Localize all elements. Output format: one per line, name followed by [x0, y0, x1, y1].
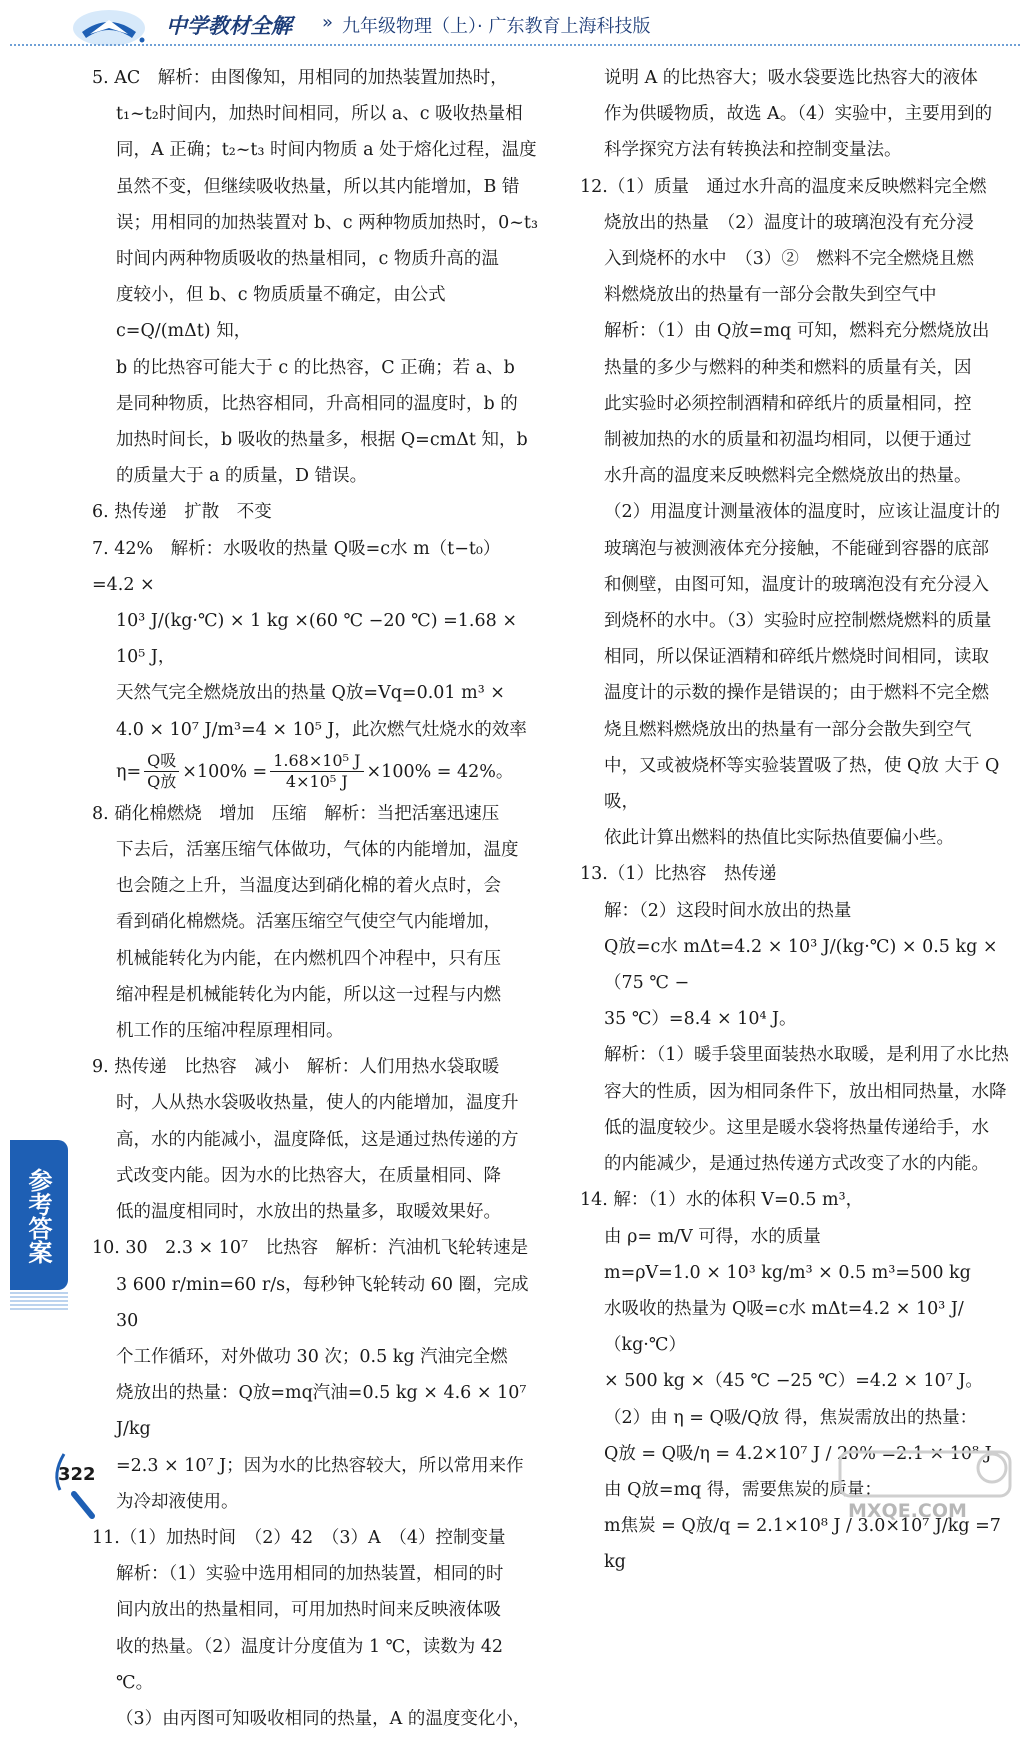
numerator: Q吸: [144, 751, 179, 772]
text-line: 由 ρ= m/V 可得，水的质量: [604, 1226, 821, 1247]
answer-13: [580, 856, 1022, 1182]
text-line: 5. AC 解析：由图像知，用相同的加热装置加热时，: [92, 68, 508, 88]
text-line: 7. 42% 解析：水吸收的热量 Q吸=c水 m（t−t₀）=4.2 ×: [92, 538, 501, 595]
efficiency-formula: [92, 748, 538, 796]
text-line: 解析：（1）由 Q放=mq 可知，燃料充分燃烧放出: [604, 321, 990, 342]
formula-rhs: ×100% = 42%。: [366, 761, 514, 782]
text-line: 10. 30 2.3 × 10⁷ 比热容 解析：汽油机飞轮转速是: [92, 1238, 529, 1259]
right-column: [580, 60, 1022, 1581]
header-title: 中学教材全解: [166, 14, 292, 38]
text-line: 同，A 正确；t₂~t₃ 时间内物质 a 处于熔化过程，温度: [116, 140, 537, 161]
text-line: b 的比热容可能大于 c 的比热容，C 正确；若 a、b: [116, 357, 515, 378]
page-header: [0, 0, 1034, 52]
text-line: 的质量大于 a 的质量，D 错误。: [116, 466, 368, 487]
denominator: Q放: [147, 772, 177, 792]
text-line: 35 ℃）=8.4 × 10⁴ J。: [604, 1009, 797, 1030]
text-line: 间内放出的热量相同，可用加热时间来反映液体吸: [116, 1600, 501, 1621]
text-line: 12.（1）质量 通过水升高的温度来反映燃料完全燃: [580, 176, 987, 197]
answer-9: [92, 1049, 538, 1230]
answer-11: [92, 1520, 538, 1737]
answer-8: [92, 796, 538, 1049]
text-line: 3 600 r/min=60 r/s，每秒钟飞轮转动 60 圈，完成 30: [116, 1274, 529, 1331]
text-line: 收的热量。（2）温度计分度值为 1 ℃，读数为 42 ℃。: [116, 1636, 504, 1693]
text-line: 度较小，但 b、c 物质质量不确定，由公式 c=Q/(mΔt) 知，: [116, 285, 446, 342]
text-line: 科学探究方法有转换法和控制变量法。: [604, 140, 902, 161]
side-tab-stripes: [10, 1290, 68, 1310]
text-line: 解析：（1）暖手袋里面装热水取暖，是利用了水比热: [604, 1045, 1009, 1066]
text-line: 作为供暖物质，故选 A。（4）实验中，主要用到的: [604, 104, 993, 125]
text-line: 缩冲程是机械能转化为内能，所以这一过程与内燃: [116, 984, 501, 1005]
answer-10: [92, 1230, 538, 1520]
text-line: 式改变内能。因为水的比热容大，在质量相同、降: [116, 1165, 501, 1186]
left-column: [92, 60, 538, 1737]
fraction: [144, 751, 179, 792]
text-line: 和侧壁，由图可知，温度计的玻璃泡没有充分浸入: [604, 574, 989, 595]
text-line: （2）用温度计测量液体的温度时，应该让温度计的: [604, 502, 1001, 523]
text-line: 高，水的内能减小，温度降低，这是通过热传递的方: [116, 1129, 519, 1150]
text-line: 13.（1）比热容 热传递: [580, 864, 777, 885]
text-line: Q放=c水 mΔt=4.2 × 10³ J/(kg·℃) × 0.5 kg ×（75 ℃ −: [604, 936, 998, 994]
text-line: t₁~t₂时间内，加热时间相同，所以 a、c 吸收热量相: [116, 104, 523, 125]
book-logo-icon: [70, 4, 148, 48]
text-line: 个工作循环，对外做功 30 次；0.5 kg 汽油完全燃: [116, 1346, 508, 1367]
text-line: 6. 热传递 扩散 不变: [92, 502, 272, 523]
answer-11-continued: [580, 60, 1022, 169]
text-line: 10³ J/(kg·℃) × 1 kg ×(60 ℃ −20 ℃) =1.68 × 10⁵ J，: [116, 611, 517, 668]
text-line: 误；用相同的加热装置对 b、c 两种物质加热时，0~t₃: [116, 212, 538, 233]
text-line: 中，又或被烧杯等实验装置吸了热，使 Q放 大于 Q吸，: [604, 755, 1000, 813]
text-line: 解析：（1）实验中选用相同的加热装置，相同的时: [116, 1564, 504, 1585]
text-line: 容大的性质，因为相同条件下，放出相同热量，水降: [604, 1081, 1007, 1102]
answer-6: [92, 494, 538, 530]
page-number-arc-icon: [50, 1450, 110, 1520]
text-line: 14. 解：（1）水的体积 V=0.5 m³，: [580, 1190, 864, 1211]
text-line: 烧且燃料燃烧放出的热量有一部分会散失到空气: [604, 719, 972, 740]
page-number: 322: [58, 1464, 96, 1485]
text-line: 加热时间长，b 吸收的热量多，根据 Q=cmΔt 知，b: [116, 430, 528, 451]
side-tab-label: 参考答案: [24, 1168, 52, 1264]
text-line: 到烧杯的水中。（3）实验时应控制燃烧燃料的质量: [604, 611, 992, 632]
text-line: 相同，所以保证酒精和碎纸片燃烧时间相同，读取: [604, 647, 989, 668]
text-line: （3）由丙图可知吸收相同的热量，A 的温度变化小，: [116, 1708, 531, 1729]
text-line: 制被加热的水的质量和初温均相同，以便于通过: [604, 430, 972, 451]
text-line: 8. 硝化棉燃烧 增加 压缩 解析：当把活塞迅速压: [92, 803, 500, 824]
text-line: 说明 A 的比热容大；吸水袋要选比热容大的液体: [604, 68, 978, 88]
denominator: 4×10⁵ J: [285, 772, 348, 792]
text-line: 热量的多少与燃料的种类和燃料的质量有关，因: [604, 357, 972, 378]
text-line: 入到烧杯的水中 （3）② 燃料不完全燃烧且燃: [604, 249, 974, 270]
formula-mid: ×100% =: [182, 761, 268, 782]
text-line: 时间内两种物质吸收的热量相同，c 物质升高的温: [116, 249, 499, 270]
answer-5: [92, 60, 538, 494]
watermark-url: MXQE.COM: [848, 1500, 967, 1522]
text-line: 机械能转化为内能，在内燃机四个冲程中，只有压: [116, 948, 501, 969]
text-line: 机工作的压缩冲程原理相同。: [116, 1021, 344, 1042]
header-divider: [10, 44, 1020, 50]
text-line: 依此计算出燃料的热值比实际热值要偏小些。: [604, 828, 954, 849]
text-line: 低的温度相同时，水放出的热量多，取暖效果好。: [116, 1202, 501, 1223]
text-line: 的内能减少，是通过热传递方式改变了水的内能。: [604, 1154, 989, 1175]
text-line: 温度计的示数的操作是错误的；由于燃料不完全燃: [604, 683, 989, 704]
text-line: （2）由 η = Q吸/Q放 得，焦炭需放出的热量：: [604, 1407, 978, 1428]
text-line: Q放 = Q吸/η = 4.2×10⁷ J / 20% =2.1 × 10⁸ J: [604, 1443, 992, 1464]
text-line: 料燃烧放出的热量有一部分会散失到空气中: [604, 285, 937, 306]
text-line: × 500 kg ×（45 ℃ −25 ℃）=4.2 × 10⁷ J。: [604, 1371, 983, 1392]
answer-7: [92, 531, 538, 796]
fraction: [270, 751, 363, 792]
text-line: 水吸收的热量为 Q吸=c水 mΔt=4.2 × 10³ J/（kg·℃）: [604, 1298, 964, 1356]
text-line: 由 Q放=mq 得，需要焦炭的质量：: [604, 1479, 882, 1500]
text-line: m=ρV=1.0 × 10³ kg/m³ × 0.5 m³=500 kg: [604, 1262, 971, 1283]
text-line: 下去后，活塞压缩气体做功，气体的内能增加，温度: [116, 840, 519, 861]
text-line: m焦炭 = Q放/q = 2.1×10⁸ J / 3.0×10⁷ J/kg =7 kg: [604, 1516, 1001, 1573]
text-line: 烧放出的热量：Q放=mq汽油=0.5 kg × 4.6 × 10⁷ J/kg: [116, 1383, 527, 1440]
text-line: 解：（2）这段时间水放出的热量: [604, 900, 852, 921]
text-line: 天然气完全燃烧放出的热量 Q放=Vq=0.01 m³ ×: [116, 683, 505, 704]
text-line: 11.（1）加热时间 （2）42 （3）A （4）控制变量: [92, 1527, 506, 1548]
text-line: 9. 热传递 比热容 减小 解析：人们用热水袋取暖: [92, 1057, 500, 1078]
numerator: 1.68×10⁵ J: [270, 751, 363, 772]
formula-lhs: η=: [116, 761, 142, 782]
header-subtitle: 九年级物理（上）· 广东教育上海科技版: [342, 16, 651, 37]
text-line: 时，人从热水袋吸收热量，使人的内能增加，温度升: [116, 1093, 519, 1114]
text-line: 是同种物质，比热容相同，升高相同的温度时，b 的: [116, 393, 518, 414]
text-line: 4.0 × 10⁷ J/m³=4 × 10⁵ J，此次燃气灶烧水的效率: [116, 719, 527, 740]
text-line: 虽然不变，但继续吸收热量，所以其内能增加，B 错: [116, 176, 520, 197]
text-line: =2.3 × 10⁷ J；因为水的比热容较大，所以常用来作: [116, 1455, 524, 1476]
header-separator: »: [322, 12, 334, 33]
text-line: 此实验时必须控制酒精和碎纸片的质量相同，控: [604, 393, 972, 414]
text-line: 玻璃泡与被测液体充分接触，不能碰到容器的底部: [604, 538, 989, 559]
text-line: 水升高的温度来反映燃料完全燃烧放出的热量。: [604, 466, 972, 487]
answer-12: [580, 169, 1022, 857]
text-line: 看到硝化棉燃烧。活塞压缩空气使空气内能增加，: [116, 912, 501, 933]
text-line: 烧放出的热量 （2）温度计的玻璃泡没有充分浸: [604, 212, 974, 233]
text-line: 也会随之上升，当温度达到硝化棉的着火点时，会: [116, 876, 501, 897]
text-line: 为冷却液使用。: [116, 1491, 239, 1512]
text-line: 低的温度较少。这里是暖水袋将热量传递给手，水: [604, 1117, 989, 1138]
